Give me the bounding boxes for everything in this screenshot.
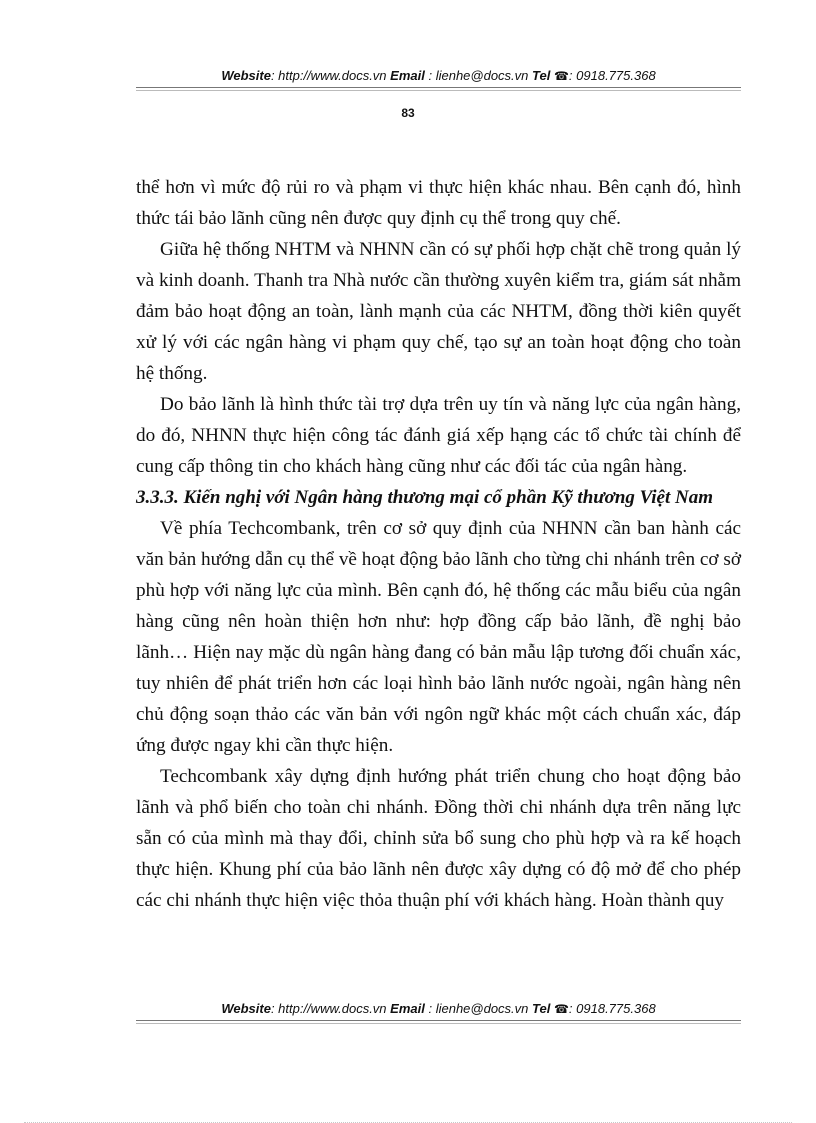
phone-icon: ☎ [553,1002,569,1016]
paragraph: Về phía Techcombank, trên cơ sở quy định của NHNN cần ban hành các văn bản hướng dẫn cụ thể về hoạt động bảo lãnh cho từng chi nhánh trên cơ sở phù hợp với năng lực của mình. Bên cạnh đó, hệ thống các mẫu biểu của ngân hàng cũng nên hoàn thiện hơn như: hợp đồng cấp bảo lãnh, đề nghị bảo lãnh… Hiện nay mặc dù ngân hàng đang có bản mẫu lập tương đối chuẩn xác, tuy nhiên để phát triển hơn các loại hình bảo lãnh nước ngoài, ngân hàng nên chủ động soạn thảo các văn bản với ngôn ngữ khác một cách chuẩn xác, đáp ứng được ngay khi cần thực hiện. [136,518,741,756]
footer-website-label: Website [221,1001,271,1016]
header-website-url[interactable]: : http://www.docs.vn [270,68,387,83]
header-email-address[interactable]: : lienhe@docs.vn [428,68,529,83]
paragraph: thể hơn vì mức độ rủi ro và phạm vi thực hiện khác nhau. Bên cạnh đó, hình thức tái bảo lãnh cũng nên được quy định cụ thể trong quy chế. [136,177,741,229]
phone-icon: ☎ [553,69,569,83]
section-heading: 3.3.3. Kiến nghị với Ngân hàng thương mại cổ phần Kỹ thương Việt Nam [136,487,714,508]
document-body [136,172,741,916]
paragraph: Giữa hệ thống NHTM và NHNN cần có sự phối hợp chặt chẽ trong quản lý và kinh doanh. Thanh tra Nhà nước cần thường xuyên kiểm tra, giám sát nhằm đảm bảo hoạt động an toàn, lành mạnh của các NHTM, đồng thời kiên quyết xử lý với các ngân hàng vi phạm quy chế, tạo sự an toàn hoạt động cho toàn hệ thống. [136,239,741,384]
header-tel-label: Tel [532,68,551,83]
running-header [136,68,741,88]
header-tel-number: : 0918.775.368 [568,68,656,83]
paragraph: Techcombank xây dựng định hướng phát triển chung cho hoạt động bảo lãnh và phổ biến cho toàn chi nhánh. Đồng thời chi nhánh dựa trên năng lực sẵn có của mình mà thay đổi, chỉnh sửa bổ sung cho phù hợp và ra kế hoạch thực hiện. Khung phí của bảo lãnh nên được xây dựng có độ mở để cho phép các chi nhánh thực hiện việc thỏa thuận phí với khách hàng. Hoàn thành quy [136,766,741,911]
header-email-label: Email [390,68,425,83]
footer-tel-number: : 0918.775.368 [568,1001,656,1016]
header-website-label: Website [221,68,271,83]
page-number: 83 [401,106,415,120]
running-footer [136,1001,741,1021]
footer-tel-label: Tel [532,1001,551,1016]
footer-email-label: Email [390,1001,425,1016]
paragraph: Do bảo lãnh là hình thức tài trợ dựa trên uy tín và năng lực của ngân hàng, do đó, NHNN thực hiện công tác đánh giá xếp hạng các tổ chức tài chính để cung cấp thông tin cho khách hàng cũng như các đối tác của ngân hàng. [136,394,741,477]
footer-website-url[interactable]: : http://www.docs.vn [270,1001,387,1016]
footer-email-address[interactable]: : lienhe@docs.vn [428,1001,529,1016]
